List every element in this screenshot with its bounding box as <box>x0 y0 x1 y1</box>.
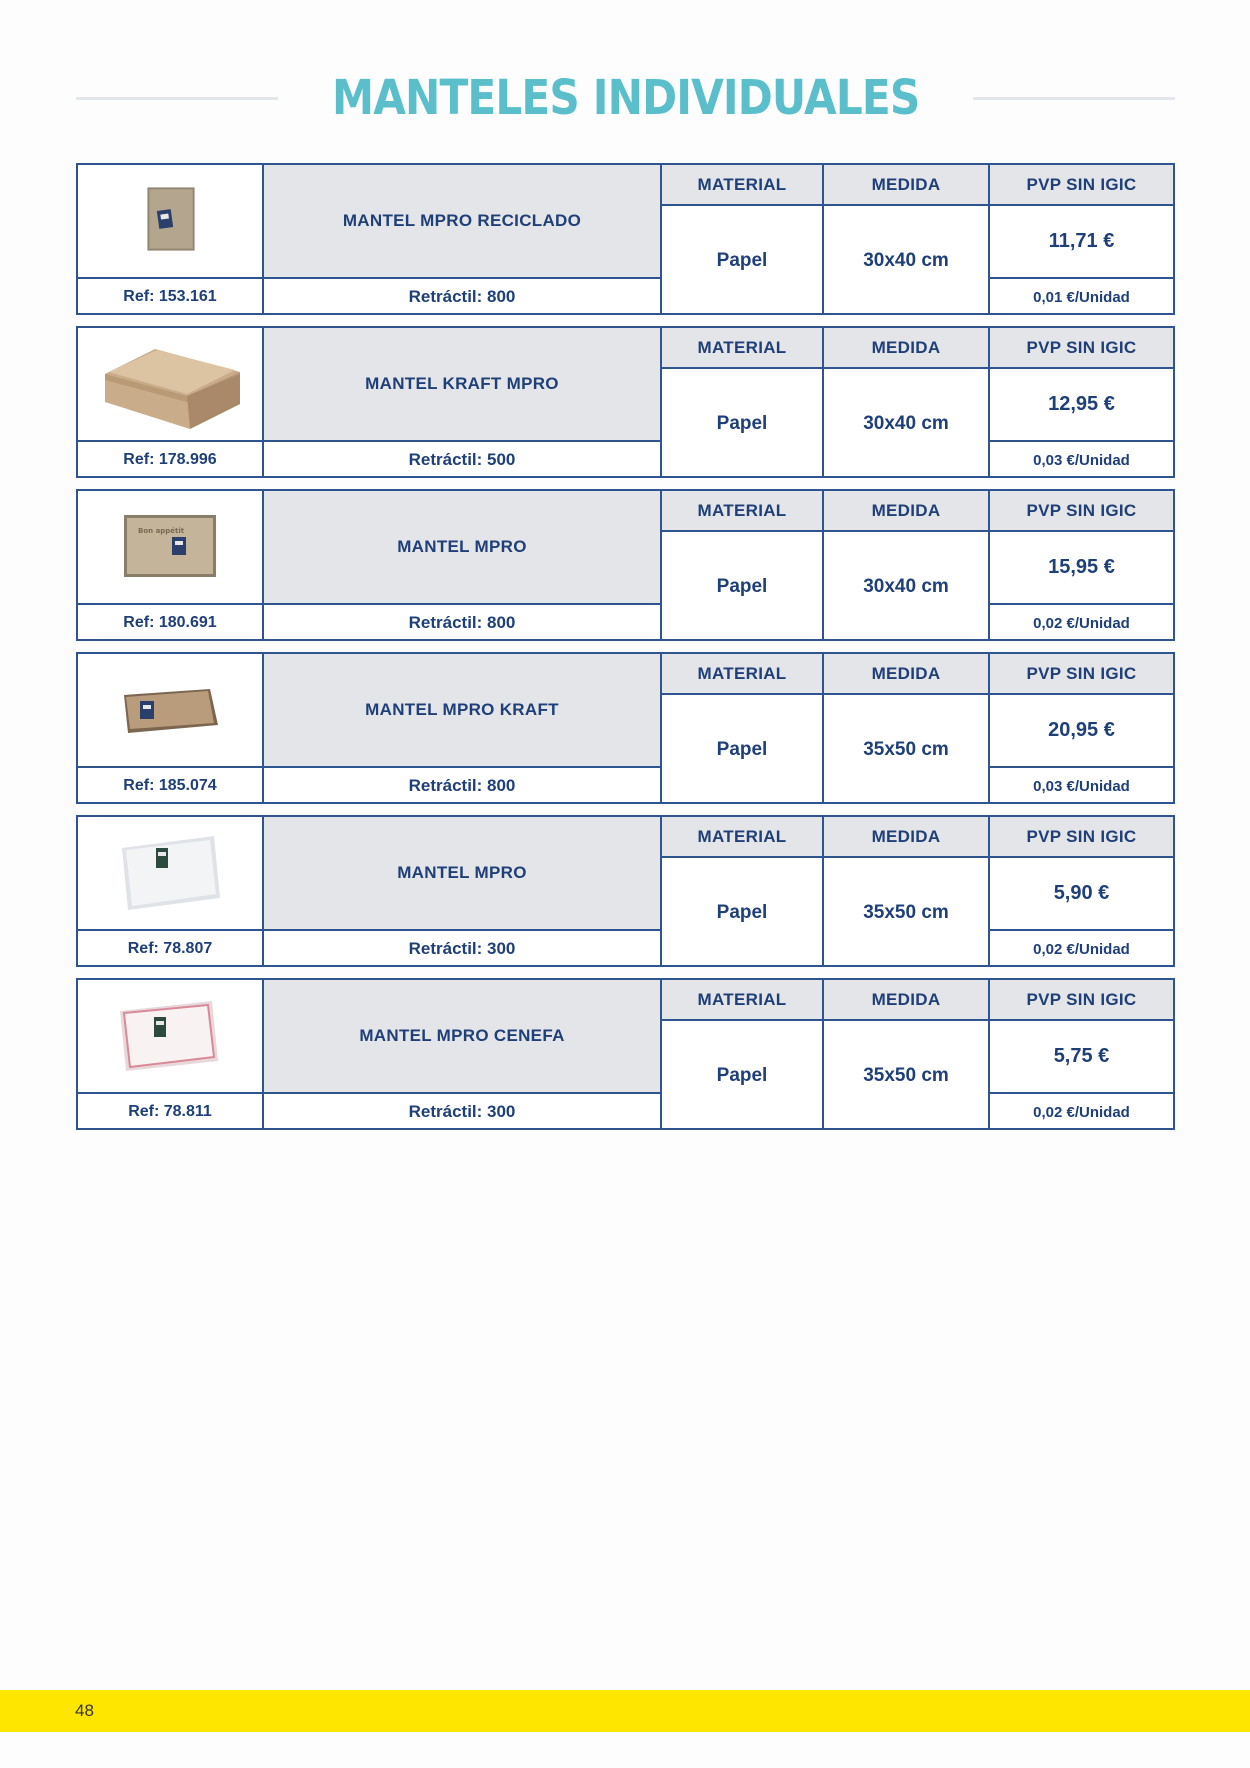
printed-placemat-pack-icon <box>110 507 230 587</box>
price-value: 5,75 € <box>990 1021 1173 1094</box>
unit-price-value: 0,02 €/Unidad <box>1033 1103 1130 1121</box>
material-value: Papel <box>662 1021 824 1130</box>
unit-price-value: 0,03 €/Unidad <box>1033 451 1130 469</box>
product-name: MANTEL MPRO <box>264 491 662 605</box>
medida-header: MEDIDA <box>824 165 990 206</box>
product-name: MANTEL MPRO <box>264 817 662 931</box>
footer-bar <box>0 1690 1250 1732</box>
product-block <box>76 163 1175 315</box>
price-header: PVP SIN IGIC <box>990 165 1173 206</box>
title-rule-left <box>76 97 278 100</box>
material-value: Papel <box>662 858 824 967</box>
price-header: PVP SIN IGIC <box>990 328 1173 369</box>
product-image <box>78 165 264 279</box>
size-value: 30x40 cm <box>824 369 990 478</box>
kraft-placemat-pack-icon <box>110 675 230 745</box>
product-name: MANTEL KRAFT MPRO <box>264 328 662 442</box>
product-list <box>76 163 1175 1141</box>
size-value: 35x50 cm <box>824 695 990 804</box>
price-value: 11,71 € <box>990 206 1173 279</box>
material-header: MATERIAL <box>662 654 824 695</box>
kraft-paper-stack-icon <box>95 334 245 434</box>
page-title: MANTELES INDIVIDUALES <box>331 70 920 126</box>
unit-price-value: 0,02 €/Unidad <box>1033 614 1130 632</box>
material-header: MATERIAL <box>662 328 824 369</box>
medida-header: MEDIDA <box>824 980 990 1021</box>
pack-size: Retráctil: 300 <box>264 1094 662 1130</box>
pack-size: Retráctil: 800 <box>264 768 662 804</box>
product-ref: Ref: 78.807 <box>78 931 264 967</box>
size-value: 30x40 cm <box>824 206 990 315</box>
size-value: 35x50 cm <box>824 858 990 967</box>
material-header: MATERIAL <box>662 491 824 532</box>
recycled-placemat-pack-icon <box>110 176 230 266</box>
medida-header: MEDIDA <box>824 654 990 695</box>
white-placemat-pack-icon <box>110 826 230 921</box>
size-value: 30x40 cm <box>824 532 990 641</box>
product-image <box>78 980 264 1094</box>
price-header: PVP SIN IGIC <box>990 491 1173 532</box>
product-ref: Ref: 178.996 <box>78 442 264 478</box>
border-placemat-pack-icon <box>110 989 230 1084</box>
unit-price-value: 0,03 €/Unidad <box>1033 777 1130 795</box>
product-ref: Ref: 180.691 <box>78 605 264 641</box>
material-value: Papel <box>662 532 824 641</box>
product-image <box>78 491 264 605</box>
size-value: 35x50 cm <box>824 1021 990 1130</box>
pack-size: Retráctil: 800 <box>264 605 662 641</box>
unit-price-value: 0,01 €/Unidad <box>1033 288 1130 306</box>
price-header: PVP SIN IGIC <box>990 980 1173 1021</box>
medida-header: MEDIDA <box>824 328 990 369</box>
product-image <box>78 654 264 768</box>
title-rule-right <box>973 97 1175 100</box>
unit-price-value: 0,02 €/Unidad <box>1033 940 1130 958</box>
product-name: MANTEL MPRO KRAFT <box>264 654 662 768</box>
product-ref: Ref: 185.074 <box>78 768 264 804</box>
material-header: MATERIAL <box>662 980 824 1021</box>
material-value: Papel <box>662 369 824 478</box>
price-value: 12,95 € <box>990 369 1173 442</box>
page-header <box>76 66 1175 130</box>
product-block <box>76 815 1175 967</box>
material-value: Papel <box>662 206 824 315</box>
product-ref: Ref: 78.811 <box>78 1094 264 1130</box>
price-value: 15,95 € <box>990 532 1173 605</box>
page-number: 48 <box>75 1701 94 1720</box>
price-header: PVP SIN IGIC <box>990 654 1173 695</box>
price-value: 20,95 € <box>990 695 1173 768</box>
pack-size: Retráctil: 500 <box>264 442 662 478</box>
pack-size: Retráctil: 800 <box>264 279 662 315</box>
svg-text:Bon appétit: Bon appétit <box>138 527 185 535</box>
product-ref: Ref: 153.161 <box>78 279 264 315</box>
product-name: MANTEL MPRO RECICLADO <box>264 165 662 279</box>
product-block <box>76 326 1175 478</box>
material-value: Papel <box>662 695 824 804</box>
medida-header: MEDIDA <box>824 817 990 858</box>
price-value: 5,90 € <box>990 858 1173 931</box>
product-image <box>78 328 264 442</box>
product-block <box>76 489 1175 641</box>
material-header: MATERIAL <box>662 165 824 206</box>
medida-header: MEDIDA <box>824 491 990 532</box>
pack-size: Retráctil: 300 <box>264 931 662 967</box>
price-header: PVP SIN IGIC <box>990 817 1173 858</box>
product-image <box>78 817 264 931</box>
product-block <box>76 978 1175 1130</box>
material-header: MATERIAL <box>662 817 824 858</box>
product-block <box>76 652 1175 804</box>
product-name: MANTEL MPRO CENEFA <box>264 980 662 1094</box>
